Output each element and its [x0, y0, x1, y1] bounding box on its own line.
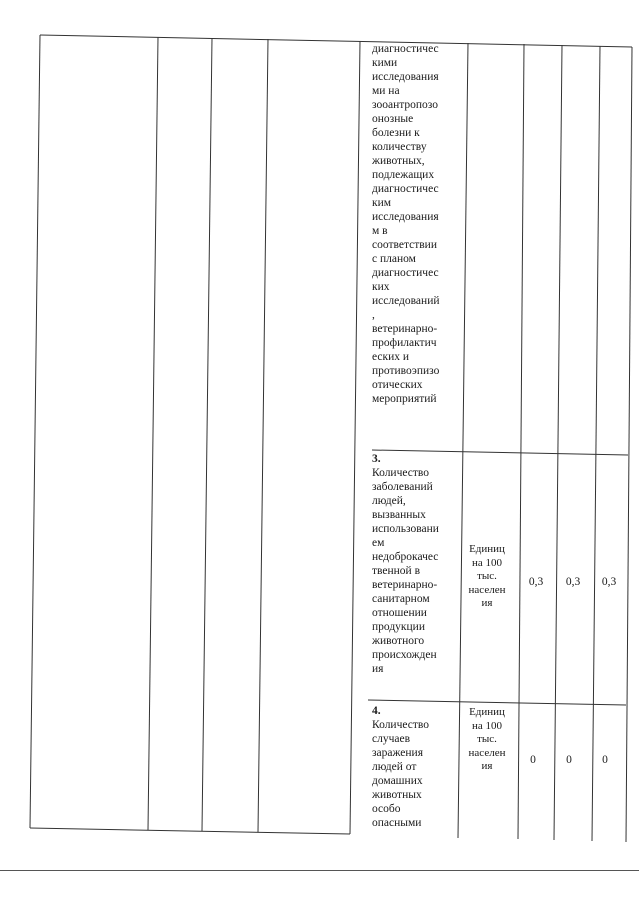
col-line-5	[350, 41, 360, 834]
col-line-9	[592, 46, 600, 841]
row3-indicator: Количество заболеваний людей, вызванных использовани ем недоброкачес твенной в ветеринарно- санитарном отношении продукции животного происхожден ия	[372, 467, 439, 675]
col-line-1	[30, 35, 40, 828]
col-line-7	[518, 44, 524, 839]
row3-value-2: 0,3	[565, 576, 581, 588]
row3-value-1: 0,3	[528, 576, 544, 588]
col-line-8	[554, 45, 562, 840]
row2-indicator-continuation: диагностичес кими исследования ми на зооантропозо онозные болезни к количеству животных, подлежащих диагностичес ким исследования м в соответствии с планом диагностичес ких исследований , ветеринарно- профилактич еских и противоэпизо отических мероприятий	[372, 43, 440, 405]
table-bottom-border-left	[30, 828, 350, 834]
row4-value-2: 0	[566, 754, 572, 766]
row4-unit: Единиц на 100 тыс. населен ия	[468, 706, 506, 772]
row4-number: 4.	[372, 705, 381, 717]
row4-value-1: 0	[530, 754, 536, 766]
col-line-10	[626, 47, 632, 842]
page-bottom-rule	[0, 870, 639, 871]
row3-unit: Единиц на 100 тыс. населен ия	[468, 543, 506, 609]
table-top-border	[40, 35, 632, 47]
col-line-3	[202, 38, 212, 831]
row3-value-3: 0,3	[601, 576, 617, 588]
row3-number: 3.	[372, 453, 381, 465]
row4-value-3: 0	[602, 754, 608, 766]
col-line-2	[148, 37, 158, 830]
row4-indicator: Количество случаев заражения людей от домашних животных особо опасными	[372, 719, 429, 829]
col-line-4	[258, 39, 268, 832]
